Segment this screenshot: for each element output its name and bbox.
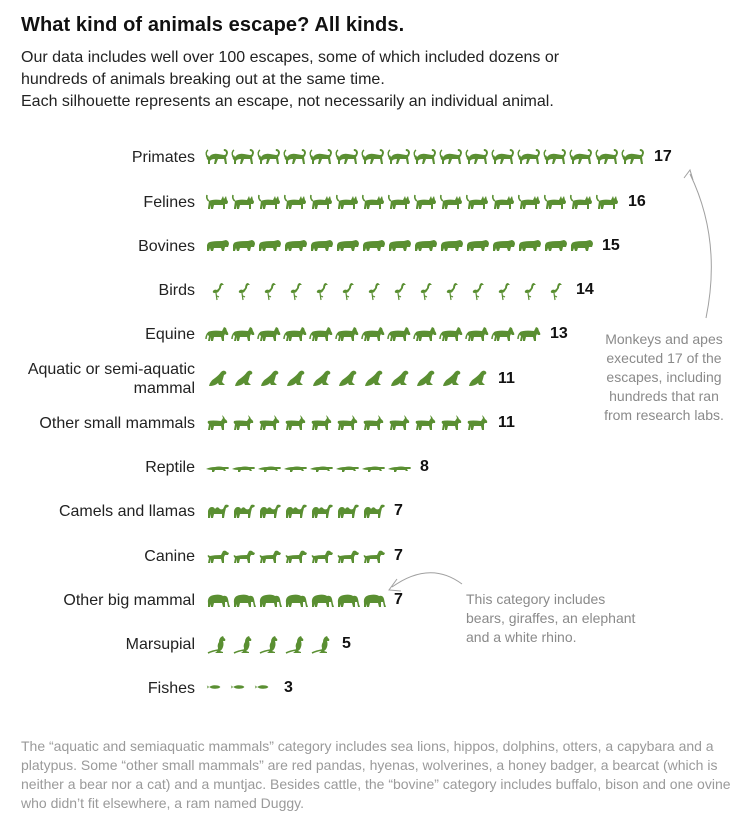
flamingo-icon xyxy=(499,283,510,300)
cat-icon xyxy=(259,195,280,209)
cat-icon xyxy=(337,195,358,209)
sea-lion-icon xyxy=(235,371,252,386)
crocodile-icon xyxy=(258,467,281,473)
cat-icon xyxy=(207,195,228,209)
cat-icon xyxy=(467,195,488,209)
icon-row-fish xyxy=(207,685,269,689)
sea-lion-icon xyxy=(391,371,408,386)
cow-icon xyxy=(259,240,281,251)
fish-icon xyxy=(207,685,221,689)
camel-icon xyxy=(364,505,385,518)
goat-icon xyxy=(416,415,436,430)
category-label-line: Aquatic or semi-aquatic xyxy=(27,361,195,378)
category-count: 8 xyxy=(420,458,429,475)
icon-row-elephant xyxy=(208,595,386,607)
icon-row-flamingo xyxy=(213,283,562,300)
elephant-icon xyxy=(364,595,386,607)
dog-icon xyxy=(234,551,255,563)
camel-icon xyxy=(234,505,255,518)
fish-icon xyxy=(255,685,269,689)
cow-icon xyxy=(337,240,359,251)
flamingo-icon xyxy=(265,283,276,300)
flamingo-icon xyxy=(525,283,536,300)
icon-row-sea-lion xyxy=(209,371,486,386)
sea-lion-icon xyxy=(469,371,486,386)
category-label-line: Reptile xyxy=(145,458,195,476)
cat-icon xyxy=(441,195,462,209)
footnote: The “aquatic and semiaquatic mammals” category includes sea lions, hippos, dolphins, otters, a capybara and a platypus. Some “other small mammals” are red pandas, hyenas, wolverines, a honey badger, a bearcat (which is neither a bear nor a cat) and a muntjac. Besides cattle, the “bovine” category includes buffalo, bison and one ovine who didn’t fit elsewhere, a ram named Duggy. xyxy=(21,738,731,811)
horse-icon xyxy=(388,327,410,341)
camel-icon xyxy=(312,505,333,518)
monkey-icon xyxy=(206,149,228,164)
category-count: 7 xyxy=(394,591,403,608)
goat-icon xyxy=(390,415,410,430)
crocodile-icon xyxy=(310,467,333,473)
horse-icon xyxy=(310,327,332,341)
horse-icon xyxy=(440,327,462,341)
icon-row-horse xyxy=(206,327,540,341)
cow-icon xyxy=(207,240,229,251)
category-label-line: Other small mammals xyxy=(39,414,195,432)
sea-lion-icon xyxy=(417,371,434,386)
crocodile-icon xyxy=(336,467,359,473)
category-label-line: Primates xyxy=(131,148,195,166)
cow-icon xyxy=(467,240,489,251)
category-count: 11 xyxy=(498,370,515,387)
annotation-line: and a white rhino. xyxy=(466,629,577,645)
cow-icon xyxy=(545,240,567,251)
annotation-line: hundreds that ran xyxy=(609,388,719,404)
cow-icon xyxy=(233,240,255,251)
monkey-icon xyxy=(570,149,592,164)
flamingo-icon xyxy=(343,283,354,300)
cow-icon xyxy=(519,240,541,251)
crocodile-icon xyxy=(232,467,255,473)
horse-icon xyxy=(206,327,228,341)
horse-icon xyxy=(492,327,514,341)
goat-icon xyxy=(208,415,228,430)
monkey-icon xyxy=(544,149,566,164)
cow-icon xyxy=(311,240,333,251)
goat-icon xyxy=(234,415,254,430)
elephant-icon xyxy=(312,595,334,607)
camel-icon xyxy=(286,505,307,518)
subtitle-line-2: hundreds of animals breaking out at the same time. xyxy=(21,71,385,88)
icon-row-camel xyxy=(208,505,385,518)
category-count: 7 xyxy=(394,547,403,564)
goat-icon xyxy=(364,415,384,430)
category-label-line: Marsupial xyxy=(125,635,195,653)
category-count: 7 xyxy=(394,502,403,519)
annotation-line: escapes, including xyxy=(606,369,722,385)
flamingo-icon xyxy=(317,283,328,300)
annotation-line: bears, giraffes, an elephant xyxy=(466,610,636,626)
annotation-line: Monkeys and apes xyxy=(605,331,723,347)
goat-icon xyxy=(442,415,462,430)
horse-icon xyxy=(362,327,384,341)
icon-row-dog xyxy=(208,551,385,563)
camel-icon xyxy=(338,505,359,518)
icon-row-monkey xyxy=(206,149,644,164)
crocodile-icon xyxy=(284,467,307,473)
goat-icon xyxy=(312,415,332,430)
category-label-line: Camels and llamas xyxy=(58,502,195,520)
category-count: 3 xyxy=(284,679,293,696)
sea-lion-icon xyxy=(261,371,278,386)
crocodile-icon xyxy=(206,467,229,473)
horse-icon xyxy=(336,327,358,341)
monkey-icon xyxy=(492,149,514,164)
cat-icon xyxy=(363,195,384,209)
big-mammal-annotation xyxy=(466,590,666,647)
sea-lion-icon xyxy=(287,371,304,386)
goat-icon xyxy=(286,415,306,430)
category-count: 13 xyxy=(550,325,568,342)
cat-icon xyxy=(285,195,306,209)
goat-icon xyxy=(338,415,358,430)
horse-icon xyxy=(284,327,306,341)
monkey-icon xyxy=(232,149,254,164)
cow-icon xyxy=(285,240,307,251)
cat-icon xyxy=(493,195,514,209)
cat-icon xyxy=(545,195,566,209)
cow-icon xyxy=(363,240,385,251)
fish-icon xyxy=(231,685,245,689)
subtitle-line-1: Our data includes well over 100 escapes, some of which included dozens or xyxy=(21,49,560,66)
category-count: 17 xyxy=(654,148,672,165)
dog-icon xyxy=(286,551,307,563)
cat-icon xyxy=(571,195,592,209)
monkey-icon xyxy=(310,149,332,164)
icon-row-kangaroo xyxy=(208,636,329,653)
crocodile-icon xyxy=(362,467,385,473)
flamingo-icon xyxy=(291,283,302,300)
monkey-icon xyxy=(284,149,306,164)
kangaroo-icon xyxy=(260,636,277,653)
category-label-line: Felines xyxy=(143,193,195,211)
icon-row-cat xyxy=(207,195,618,209)
elephant-icon xyxy=(338,595,360,607)
category-count: 16 xyxy=(628,193,646,210)
icon-row-goat xyxy=(208,415,488,430)
annotation-line: This category includes xyxy=(466,591,606,607)
goat-icon xyxy=(260,415,280,430)
dog-icon xyxy=(312,551,333,563)
monkey-icon xyxy=(336,149,358,164)
category-label-line: mammal xyxy=(133,380,195,397)
horse-icon xyxy=(518,327,540,341)
sea-lion-icon xyxy=(313,371,330,386)
camel-icon xyxy=(260,505,281,518)
big-mammal-annotation-arrow xyxy=(392,573,462,587)
elephant-icon xyxy=(286,595,308,607)
cow-icon xyxy=(493,240,515,251)
subtitle-line-3: Each silhouette represents an escape, not necessarily an individual animal. xyxy=(21,93,554,110)
monkey-icon xyxy=(466,149,488,164)
flamingo-icon xyxy=(551,283,562,300)
monkey-icon xyxy=(596,149,618,164)
horse-icon xyxy=(232,327,254,341)
cat-icon xyxy=(519,195,540,209)
monkey-icon xyxy=(440,149,462,164)
kangaroo-icon xyxy=(286,636,303,653)
category-label-line: Bovines xyxy=(138,237,195,255)
flamingo-icon xyxy=(421,283,432,300)
category-label-line: Birds xyxy=(158,281,195,299)
icon-row-crocodile xyxy=(206,467,411,473)
category-label-line: Other big mammal xyxy=(63,591,195,609)
cat-icon xyxy=(597,195,618,209)
annotation-line: from research labs. xyxy=(604,407,724,423)
flamingo-icon xyxy=(473,283,484,300)
category-label-line: Equine xyxy=(145,325,195,343)
cat-icon xyxy=(415,195,436,209)
flamingo-icon xyxy=(239,283,250,300)
chart-title: What kind of animals escape? All kinds. xyxy=(21,14,405,36)
elephant-icon xyxy=(260,595,282,607)
cow-icon xyxy=(415,240,437,251)
sea-lion-icon xyxy=(209,371,226,386)
elephant-icon xyxy=(208,595,230,607)
category-label-line: Canine xyxy=(144,547,195,565)
kangaroo-icon xyxy=(234,636,251,653)
category-count: 14 xyxy=(576,281,594,298)
cow-icon xyxy=(389,240,411,251)
horse-icon xyxy=(414,327,436,341)
flamingo-icon xyxy=(447,283,458,300)
category-count: 5 xyxy=(342,635,351,652)
flamingo-icon xyxy=(369,283,380,300)
cow-icon xyxy=(441,240,463,251)
crocodile-icon xyxy=(388,467,411,473)
horse-icon xyxy=(258,327,280,341)
cat-icon xyxy=(311,195,332,209)
sea-lion-icon xyxy=(443,371,460,386)
kangaroo-icon xyxy=(312,636,329,653)
annotation-line: executed 17 of the xyxy=(606,350,722,366)
cow-icon xyxy=(571,240,593,251)
horse-icon xyxy=(466,327,488,341)
flamingo-icon xyxy=(395,283,406,300)
cat-icon xyxy=(233,195,254,209)
dog-icon xyxy=(260,551,281,563)
icon-row-cow xyxy=(207,240,593,251)
primates-annotation-arrow xyxy=(690,174,711,318)
kangaroo-icon xyxy=(208,636,225,653)
dog-icon xyxy=(364,551,385,563)
goat-icon xyxy=(468,415,488,430)
camel-icon xyxy=(208,505,229,518)
monkey-icon xyxy=(622,149,644,164)
flamingo-icon xyxy=(213,283,224,300)
category-count: 11 xyxy=(498,414,515,431)
monkey-icon xyxy=(362,149,384,164)
monkey-icon xyxy=(518,149,540,164)
category-label-line: Fishes xyxy=(147,679,195,697)
monkey-icon xyxy=(414,149,436,164)
category-count: 15 xyxy=(602,237,620,254)
dog-icon xyxy=(338,551,359,563)
monkey-icon xyxy=(388,149,410,164)
elephant-icon xyxy=(234,595,256,607)
monkey-icon xyxy=(258,149,280,164)
primates-annotation xyxy=(594,330,734,425)
sea-lion-icon xyxy=(339,371,356,386)
sea-lion-icon xyxy=(365,371,382,386)
dog-icon xyxy=(208,551,229,563)
cat-icon xyxy=(389,195,410,209)
